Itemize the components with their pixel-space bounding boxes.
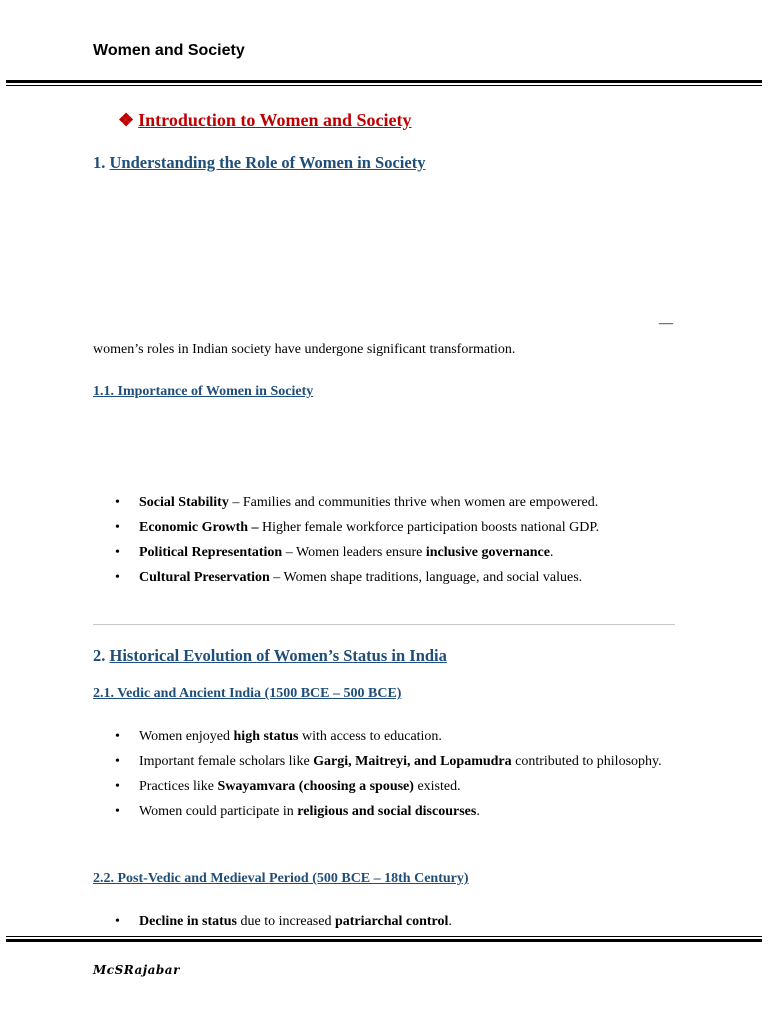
section-2-2-heading: 2.2. Post-Vedic and Medieval Period (500 BCE – 18th Century)	[93, 871, 469, 886]
section-2-title: Historical Evolution of Women’s Status in India	[109, 646, 447, 665]
page-header-title: Women and Society	[93, 42, 245, 59]
header-rule-thin	[6, 85, 762, 86]
list-item: • Important female scholars like Gargi, Maitreyi, and Lopamudra contributed to philosophy.	[93, 749, 675, 774]
section-2-2-list	[93, 909, 675, 934]
footer-rule	[6, 939, 762, 942]
list-item: • Political Representation – Women leaders ensure inclusive governance.	[93, 540, 675, 565]
list-item: • Cultural Preservation – Women shape traditions, language, and social values.	[93, 565, 675, 590]
list-item: • Decline in status due to increased patriarchal control.	[93, 909, 675, 934]
section-1-1-list	[93, 490, 675, 590]
section-1-title: Understanding the Role of Women in Society	[109, 153, 426, 172]
list-item: • Practices like Swayamvara (choosing a spouse) existed.	[93, 774, 675, 799]
section-1-number: 1.	[93, 153, 106, 172]
list-item: • Social Stability – Families and communities thrive when women are empowered.	[93, 490, 675, 515]
footer-rule-thin	[6, 936, 762, 937]
section-1-1-heading: 1.1. Importance of Women in Society	[93, 384, 314, 399]
list-item: • Women enjoyed high status with access to education.	[93, 724, 675, 749]
section-2-number: 2.	[93, 646, 106, 665]
header-rule	[6, 80, 762, 83]
list-item: • Economic Growth – Higher female workforce participation boosts national GDP.	[93, 515, 675, 540]
intro-heading	[118, 110, 412, 131]
section-2-1-list	[93, 724, 675, 824]
section-1-paragraph: women’s roles in Indian society have undergone significant transformation.	[93, 342, 516, 357]
section-divider	[93, 624, 675, 625]
diamond-bullet-icon: ❖	[118, 110, 135, 130]
list-item: • Women could participate in religious and social discourses.	[93, 799, 675, 824]
footer-signature: McSRajabar	[93, 963, 180, 977]
section-2-1-heading: 2.1. Vedic and Ancient India (1500 BCE – 500 BCE)	[93, 686, 402, 701]
section-1-heading	[93, 153, 425, 173]
section-2-heading	[93, 646, 447, 666]
paragraph-dash: —	[659, 316, 673, 331]
intro-title: Introduction to Women and Society	[138, 110, 412, 130]
